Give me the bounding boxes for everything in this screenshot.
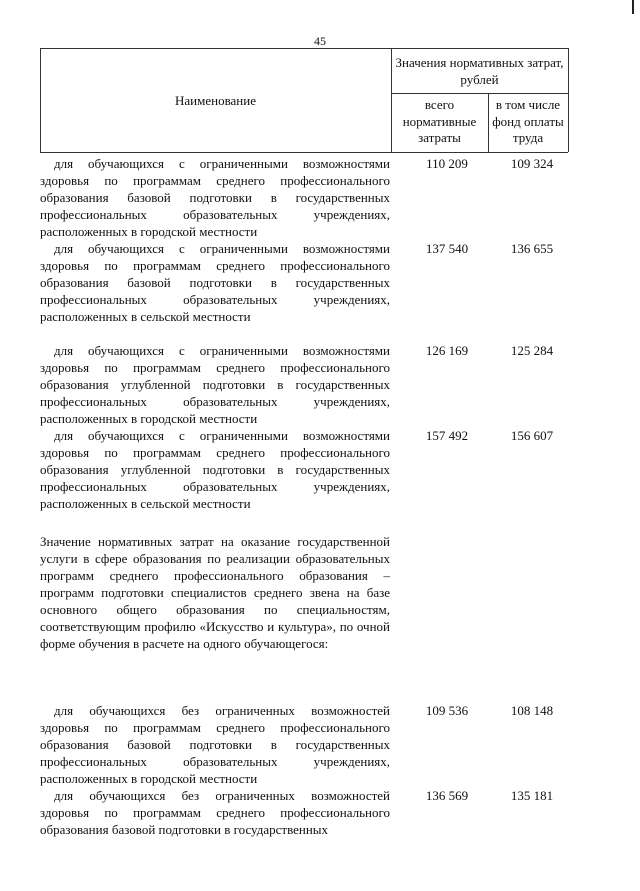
row-payroll: 156 607 <box>510 428 554 443</box>
row-total: 109 536 <box>425 703 469 718</box>
row-total: 126 169 <box>425 343 469 358</box>
row-description: для обучающихся без ограниченных возможностей здоровья по программам среднего профессионального образования базовой подготовки в государственных <box>40 788 390 837</box>
row-total: 137 540 <box>425 241 469 256</box>
row-description: для обучающихся с ограниченными возможностями здоровья по программам среднего профессионального образования базовой подготовки в государственных профессиональных образовательных учреждениях, расположенных в сельской местности <box>40 241 390 324</box>
row-description: для обучающихся с ограниченными возможностями здоровья по программам среднего профессионального образования базовой подготовки в государственных профессиональных образовательных учреждениях, расположенных в городской местности <box>40 156 390 239</box>
row-total: 157 492 <box>425 428 469 443</box>
row-payroll: 108 148 <box>510 703 554 718</box>
section-heading: Значение нормативных затрат на оказание государственной услуги в сфере образования по реализации образовательных программ среднего профессионального образования – программ подготовки специалистов среднего звена на базе основного общего образования по специальностям, соответствующим профилю «Искусство и культура», по очной форме обучения в расчете на одного обучающегося: <box>40 534 390 651</box>
row-total: 136 569 <box>425 788 469 803</box>
row-description: для обучающихся с ограниченными возможностями здоровья по программам среднего профессионального образования углубленной подготовки в государственных профессиональных образовательных учреждениях, расположенных в сельской местности <box>40 428 390 511</box>
row-payroll: 136 655 <box>510 241 554 256</box>
header-total: всего нормативные затраты <box>402 97 477 145</box>
header-border-middle <box>391 93 568 94</box>
row-description: для обучающихся без ограниченных возможностей здоровья по программам среднего профессионального образования базовой подготовки в государственных профессиональных образовательных учреждениях, расположенных в городской местности <box>40 703 390 786</box>
row-payroll: 125 284 <box>510 343 554 358</box>
header-values: Значения нормативных затрат, рублей <box>395 55 564 87</box>
header-border-top <box>40 48 568 49</box>
row-total: 110 209 <box>426 156 468 171</box>
row-payroll: 109 324 <box>510 156 554 171</box>
header-border-bottom <box>40 152 568 153</box>
page-edge-mark <box>632 0 634 14</box>
header-name: Наименование <box>175 93 256 108</box>
row-description: для обучающихся с ограниченными возможностями здоровья по программам среднего профессионального образования углубленной подготовки в государственных профессиональных образовательных учреждениях, расположенных в городской местности <box>40 343 390 426</box>
header-border-right <box>568 48 569 152</box>
page-number: 45 <box>314 34 326 48</box>
row-payroll: 135 181 <box>510 788 554 803</box>
header-payroll: в том числе фонд оплаты труда <box>492 97 564 145</box>
